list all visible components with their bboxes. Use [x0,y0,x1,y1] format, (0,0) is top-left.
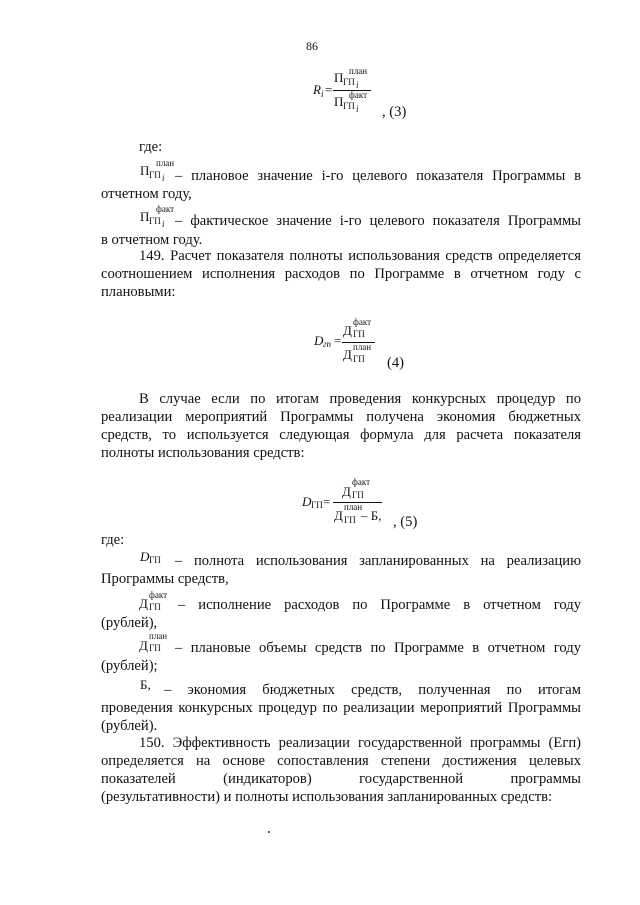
def5-symbol: Д [139,638,148,653]
def3-symbol: D [140,549,150,564]
formula-4-lhs-sub: гп [323,339,332,349]
formula-5-num-sup: факт [352,477,371,487]
def1-text-line-2: отчетном году, [101,186,192,202]
formula-5-den-rest: – Б, [361,508,382,523]
def4-symbol-sub: ГП [149,602,161,612]
formula-3-num-sub-i: i [356,80,359,90]
def3-text-line-1: – полнота использования запланированных на реализацию [175,553,581,569]
para-economy-line-1: В случае если по итогам проведения конкурсных процедур по [139,391,581,407]
def1-symbol-sub: ГП [149,170,161,180]
formula-3-num-main: П [334,70,344,85]
def2-text-line-1: – фактическое значение i-го целевого показателя Программы [175,213,581,229]
def2-symbol-sup: факт [156,204,175,214]
def6-text-line-1: – экономия бюджетных средств, полученная по итогам [164,682,581,698]
def5-text-line-2: (рублей); [101,658,158,674]
def1-text-line-1: – плановое значение i-го целевого показателя Программы в [175,168,581,184]
page-number: 86 [306,39,318,53]
formula-4-lhs: D [314,333,324,348]
formula-3-label: , (3) [382,104,407,120]
def4-symbol: Д [139,596,148,611]
formula-3-num-sub: ГП [343,77,355,87]
formula-5-label: , (5) [393,514,418,530]
def1-symbol-sup: план [156,158,175,168]
def2-symbol-sub: ГП [149,216,161,226]
def4-text-line-2: (рублей), [101,615,158,631]
para-economy-line-3: средств, то используется следующая формула для расчета показателя [101,427,581,443]
def5-symbol-sub: ГП [149,643,161,653]
formula-3-num-sup: план [349,66,368,76]
formula-3-den-sub: ГП [343,101,355,111]
formula-5-num-sub: ГП [352,490,364,500]
where-label-1: где: [139,139,163,155]
formula-5-lhs: D [302,494,312,509]
formula-5-den-sup: план [344,502,363,512]
def2-symbol-sub-i: i [162,219,165,229]
def6-text-line-3: (рублей). [101,718,158,734]
formula-4-den-sub: ГП [353,354,365,364]
para150-line-4: (результативности) и полноты использования запланированных средств: [101,789,553,805]
def3-text-line-2: Программы средств, [101,571,229,587]
formula-5-den-sub: ГП [344,515,356,525]
where-label-2: где: [101,532,125,548]
para-economy-line-2: реализации мероприятий Программы получена экономия бюджетных [101,409,581,425]
def4-text-line-1: – исполнение расходов по Программе в отчетном году [178,597,581,613]
scan-dot [268,831,270,833]
formula-5-den-main: Д [334,508,343,523]
def3-symbol-sub: ГП [149,555,161,565]
para150-line-3: показателей (индикаторов) государственной программы [101,771,581,787]
formula-3-den-sub-i: i [356,104,359,114]
para-economy-line-4: полноты использования средств: [101,445,305,461]
formula-5-lhs-sub: ГП [311,500,323,510]
formula-3-lhs: R [313,82,321,97]
para150-line-2: определяется на основе сопоставления степени достижения целевых [101,753,581,769]
para149-line-1: 149. Расчет показателя полноты использования средств определяется [139,248,581,264]
def5-symbol-sup: план [149,631,168,641]
formula-3-den-main: П [334,94,344,109]
formula-4-num-sup: факт [353,317,372,327]
formula-3-lhs-sub: i [321,89,324,99]
def6-symbol: Б, [140,677,151,692]
formula-4-label: (4) [387,355,405,371]
formula-4-den-sup: план [353,342,372,352]
para149-line-2: соотношением исполнения расходов по Программе в отчетном году с [101,266,581,282]
def4-symbol-sup: факт [149,590,168,600]
formula-4-eq: = [334,333,342,348]
formula-5-eq: = [323,494,331,509]
formula-5-num-main: Д [342,484,351,499]
def6-text-line-2: проведения конкурсных процедур по реализации мероприятий Программы [101,700,581,716]
def5-text-line-1: – плановые объемы средств по Программе в отчетном году [175,640,581,656]
def2-text-line-2: в отчетном году. [101,232,203,248]
para150-line-1: 150. Эффективность реализации государственной программы (Егп) [139,735,581,751]
para149-line-3: плановыми: [101,284,176,300]
formula-4-den-main: Д [343,347,352,362]
def1-symbol: П [140,163,150,178]
def2-symbol: П [140,209,150,224]
formula-4-num-main: Д [343,323,352,338]
def1-symbol-sub-i: i [162,173,165,183]
formula-3-eq: = [325,82,333,97]
formula-4-num-sub: ГП [353,329,365,339]
formula-3-den-sup: факт [349,90,368,100]
